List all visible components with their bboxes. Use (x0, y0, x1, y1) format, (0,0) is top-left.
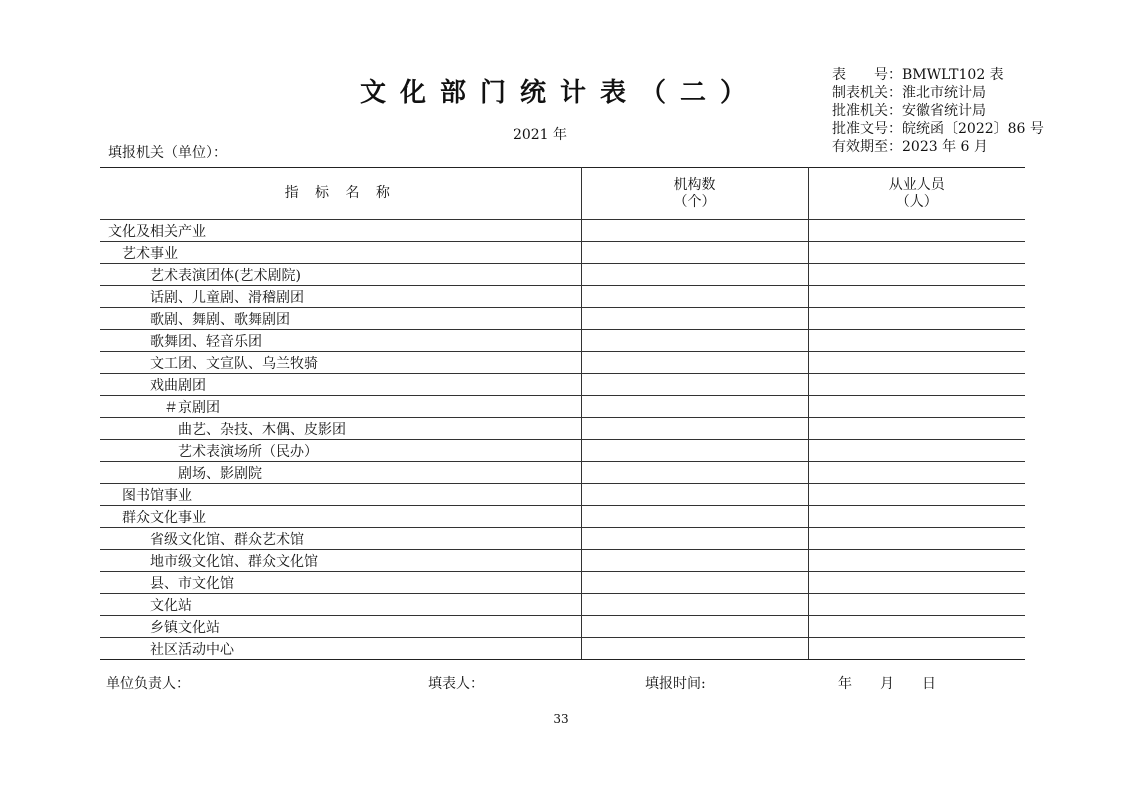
employees-cell[interactable] (808, 550, 1025, 572)
table-row (100, 528, 1025, 550)
table-row (100, 352, 1025, 374)
row-indicator-label: 艺术事业 (100, 242, 581, 264)
employees-cell[interactable] (808, 352, 1025, 374)
employees-cell[interactable] (808, 396, 1025, 418)
table-row (100, 330, 1025, 352)
header-employees: 从业人员 （人） (808, 168, 1025, 220)
row-indicator-label: ＃京剧团 (100, 396, 581, 418)
meta-valid-until: 有效期至：2023 年 6 月 (832, 139, 988, 155)
row-indicator-label: 文化站 (100, 594, 581, 616)
report-year: 2021 年 (512, 127, 568, 143)
footer-year: 年 (838, 676, 852, 692)
employees-cell[interactable] (808, 594, 1025, 616)
institution-count-cell[interactable] (581, 242, 808, 264)
employees-cell[interactable] (808, 462, 1025, 484)
table-row (100, 396, 1025, 418)
institution-count-cell[interactable] (581, 440, 808, 462)
meta-approval-document: 批准文号：皖统函〔2022〕86 号 (832, 121, 1044, 137)
table-row (100, 242, 1025, 264)
table-row (100, 506, 1025, 528)
filling-organization-label: 填报机关（单位）： (108, 145, 227, 161)
meta-form-number: 表 号：BMWLT102 表 (832, 67, 1004, 83)
row-indicator-label: 县、市文化馆 (100, 572, 581, 594)
employees-cell[interactable] (808, 484, 1025, 506)
table-row (100, 440, 1025, 462)
footer-day: 日 (922, 676, 936, 692)
statistics-table (100, 167, 1025, 660)
institution-count-cell[interactable] (581, 396, 808, 418)
table-row (100, 594, 1025, 616)
institution-count-cell[interactable] (581, 462, 808, 484)
table-row (100, 572, 1025, 594)
report-title: 文化部门统计表（二） (359, 78, 760, 108)
footer-unit-head: 单位负责人： (106, 676, 190, 692)
header-indicator-name: 指 标 名 称 (100, 168, 581, 220)
row-indicator-label: 群众文化事业 (100, 506, 581, 528)
employees-cell[interactable] (808, 242, 1025, 264)
employees-cell[interactable] (808, 308, 1025, 330)
institution-count-cell[interactable] (581, 264, 808, 286)
employees-cell[interactable] (808, 440, 1025, 462)
institution-count-cell[interactable] (581, 506, 808, 528)
institution-count-cell[interactable] (581, 484, 808, 506)
institution-count-cell[interactable] (581, 550, 808, 572)
institution-count-cell[interactable] (581, 308, 808, 330)
institution-count-cell[interactable] (581, 594, 808, 616)
table-row (100, 550, 1025, 572)
row-indicator-label: 乡镇文化站 (100, 616, 581, 638)
employees-cell[interactable] (808, 220, 1025, 242)
table-row (100, 462, 1025, 484)
row-indicator-label: 剧场、影剧院 (100, 462, 581, 484)
table-row (100, 638, 1025, 660)
table-row (100, 484, 1025, 506)
row-indicator-label: 歌舞团、轻音乐团 (100, 330, 581, 352)
institution-count-cell[interactable] (581, 616, 808, 638)
employees-cell[interactable] (808, 286, 1025, 308)
row-indicator-label: 艺术表演场所（民办） (100, 440, 581, 462)
row-indicator-label: 曲艺、杂技、木偶、皮影团 (100, 418, 581, 440)
employees-cell[interactable] (808, 572, 1025, 594)
institution-count-cell[interactable] (581, 220, 808, 242)
employees-cell[interactable] (808, 330, 1025, 352)
table-header-row (100, 168, 1025, 220)
employees-cell[interactable] (808, 264, 1025, 286)
row-indicator-label: 地市级文化馆、群众文化馆 (100, 550, 581, 572)
employees-cell[interactable] (808, 418, 1025, 440)
footer-filler: 填表人： (428, 676, 484, 692)
employees-cell[interactable] (808, 616, 1025, 638)
row-indicator-label: 社区活动中心 (100, 638, 581, 660)
header-institution-count: 机构数 （个） (581, 168, 808, 220)
employees-cell[interactable] (808, 638, 1025, 660)
employees-cell[interactable] (808, 506, 1025, 528)
table-row (100, 264, 1025, 286)
institution-count-cell[interactable] (581, 352, 808, 374)
table-row (100, 418, 1025, 440)
institution-count-cell[interactable] (581, 572, 808, 594)
institution-count-cell[interactable] (581, 528, 808, 550)
row-indicator-label: 文工团、文宣队、乌兰牧骑 (100, 352, 581, 374)
table-row (100, 308, 1025, 330)
row-indicator-label: 话剧、儿童剧、滑稽剧团 (100, 286, 581, 308)
table-row (100, 374, 1025, 396)
meta-issuing-authority: 制表机关：淮北市统计局 (832, 85, 986, 101)
institution-count-cell[interactable] (581, 638, 808, 660)
institution-count-cell[interactable] (581, 330, 808, 352)
institution-count-cell[interactable] (581, 374, 808, 396)
meta-approval-authority: 批准机关：安徽省统计局 (832, 103, 986, 119)
row-indicator-label: 省级文化馆、群众艺术馆 (100, 528, 581, 550)
form-metadata (832, 66, 1044, 156)
table-row (100, 616, 1025, 638)
row-indicator-label: 图书馆事业 (100, 484, 581, 506)
institution-count-cell[interactable] (581, 286, 808, 308)
table-row (100, 220, 1025, 242)
row-indicator-label: 歌剧、舞剧、歌舞剧团 (100, 308, 581, 330)
employees-cell[interactable] (808, 374, 1025, 396)
page-number: 33 (553, 712, 569, 726)
table-row (100, 286, 1025, 308)
row-indicator-label: 戏曲剧团 (100, 374, 581, 396)
row-indicator-label: 艺术表演团体(艺术剧院) (100, 264, 581, 286)
footer-fill-date-label: 填报时间: (645, 676, 706, 692)
row-indicator-label: 文化及相关产业 (100, 220, 581, 242)
footer-month: 月 (880, 676, 894, 692)
employees-cell[interactable] (808, 528, 1025, 550)
institution-count-cell[interactable] (581, 418, 808, 440)
